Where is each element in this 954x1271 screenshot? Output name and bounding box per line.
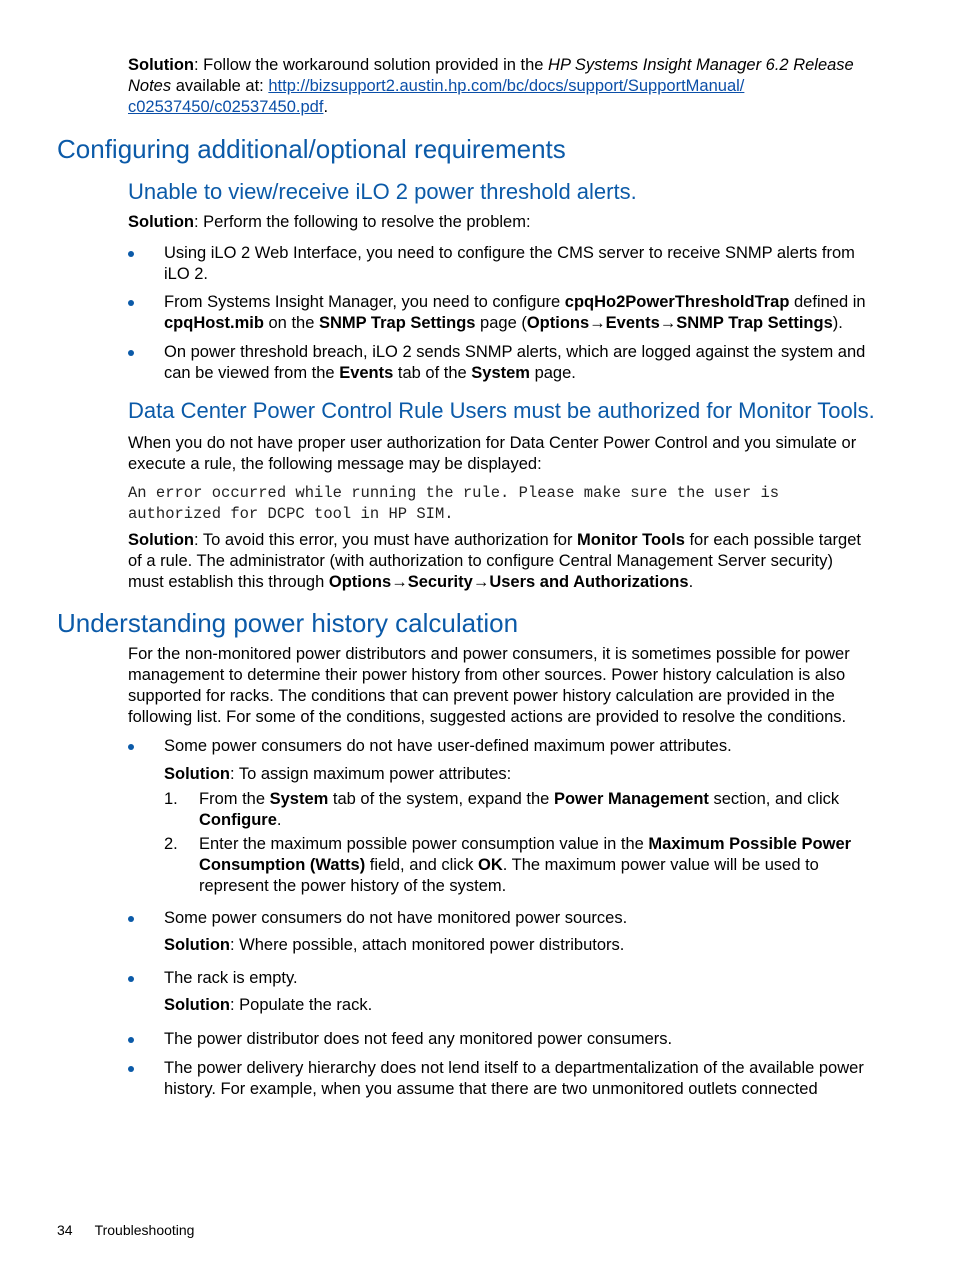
bullet-icon [128, 1066, 134, 1072]
intro-solution-paragraph: Solution: Follow the workaround solution provided in the HP Systems Insight Manager 6.2 Release Notes available at: http://bizsupport2.austin.hp.com/bc/docs/support/SupportManual/ c02537450/c02537450.pdf. [128, 56, 854, 116]
support-manual-link[interactable]: http://bizsupport2.austin.hp.com/bc/docs/support/SupportManual/ c02537450/c02537450.pdf [128, 77, 745, 116]
bullet-icon [128, 1037, 134, 1043]
release-notes-reference: HP Systems Insight Manager 6.2 Release Notes [128, 56, 854, 95]
rack-solution: Solution: Populate the rack. [164, 996, 373, 1014]
subsection-title-dcpc-authorization: Data Center Power Control Rule Users must be authorized for Monitor Tools. [128, 398, 875, 423]
error-message-code: An error occurred while running the rule. Please make sure the user is authorized for DCPC tool in HP SIM. [128, 484, 780, 523]
section-title-configuring: Configuring additional/optional requirements [57, 134, 566, 164]
solution-label: Solution [128, 56, 194, 74]
bullet-icon [128, 744, 134, 750]
subsection-title-ilo-alerts: Unable to view/receive iLO 2 power threshold alerts. [128, 179, 637, 204]
page-footer [57, 1222, 216, 1238]
ilo-solution-paragraph: Solution: Perform the following to resolve the problem: [128, 213, 531, 231]
dcpc-solution-paragraph: Solution: To avoid this error, you must have authorization for Monitor Tools for each possible target of a rule. The administrator (with authorization to configure Central Management Server security) must establish this through Options→Security→Users and Authorizations. [128, 531, 861, 591]
power-attributes-solution: Solution: To assign maximum power attributes: [164, 765, 512, 783]
power-history-paragraph: For the non-monitored power distributors and power consumers, it is sometimes possible for power management to determine their power history from other sources. Power history calculation is also supported for racks. The conditions that can prevent power history calculation are provided in the following list. For some of the conditions, suggested actions are provided to resolve the conditions. [128, 645, 850, 726]
dcpc-intro-paragraph: When you do not have proper user authorization for Data Center Power Control and you simulate or execute a rule, the following message may be displayed: [128, 434, 857, 473]
chapter-name: Troubleshooting [94, 1222, 195, 1238]
bullet-icon [128, 350, 134, 356]
bullet-icon [128, 916, 134, 922]
power-sources-solution: Solution: Where possible, attach monitored power distributors. [164, 936, 625, 954]
bullet-icon [128, 300, 134, 306]
page-number: 34 [57, 1222, 73, 1238]
bullet-icon [128, 251, 134, 257]
document-page: Solution: Follow the workaround solution provided in the HP Systems Insight Manager 6.2 Release Notes available at: http://bizsupport2.austin.hp.com/bc/docs/support/SupportManual/ c02537450/c02537450.pdf. Configuring additional/optional requirements Unable to view/receive iLO 2 power threshold alerts. Solution: Perform the following to resolve the problem: Using iLO 2 Web Interface, you need to configure the CMS server to receive SNMP alerts from iLO 2. From Systems Insight Manager, you need to configure cpqHo2PowerThresholdTrap defined in cpqHost.mib on the SNMP Trap Settings page (Options→Events→SNMP Trap Settings). On power threshold breach, iLO 2 sends SNMP alerts, which are logged against the system and can be viewed from the Events tab of the System page. Data Center Power Control Rule Users must be authorized for Monitor Tools. When you do not have proper user authorization for Data Center Power Control and you simulate or execute a rule, the following message may be displayed: An error occurred while running the rule. Please make sure the user is authorized for DCPC tool in HP SIM. Solution: To avoid this error, you must have authorization for Monitor Tools for each possible target of a rule. The administrator (with authorization to configure Central Management Server security) must establish this through Options→Security→Users and Authorizations. Understanding power history calculation For the non-monitored power distributors and power consumers, it is sometimes possible for power management to determine their power history from other sources. Power history calculation is also supported for racks. The conditions that can prevent power history calculation are provided in the following list. For some of the conditions, suggested actions are provided to resolve the conditions. Some power consumers do not have user-defined maximum power attributes. Solution: To assign maximum power attributes: 1. From the System tab of the system, expand the Power Management section, and click Configure. 2. Enter the maximum possible power consumption value in the Maximum Possible Power Consumption (Watts) field, and click OK. The maximum power value will be used to represent the power history of the system. Some power consumers do not have monitored power sources. Solution: Where possible, attach monitored power distributors. The rack is empty. Solution: Populate the rack. The power distributor does not feed any monitored power consumers. The power delivery hierarchy does not lend itself to a departmentalization of the available power history. For example, when you assume that there are two unmonitored outlets connected 34 Troubleshooting [57, 56, 875, 1238]
bullet-icon [128, 976, 134, 982]
section-title-power-history: Understanding power history calculation [57, 608, 519, 638]
